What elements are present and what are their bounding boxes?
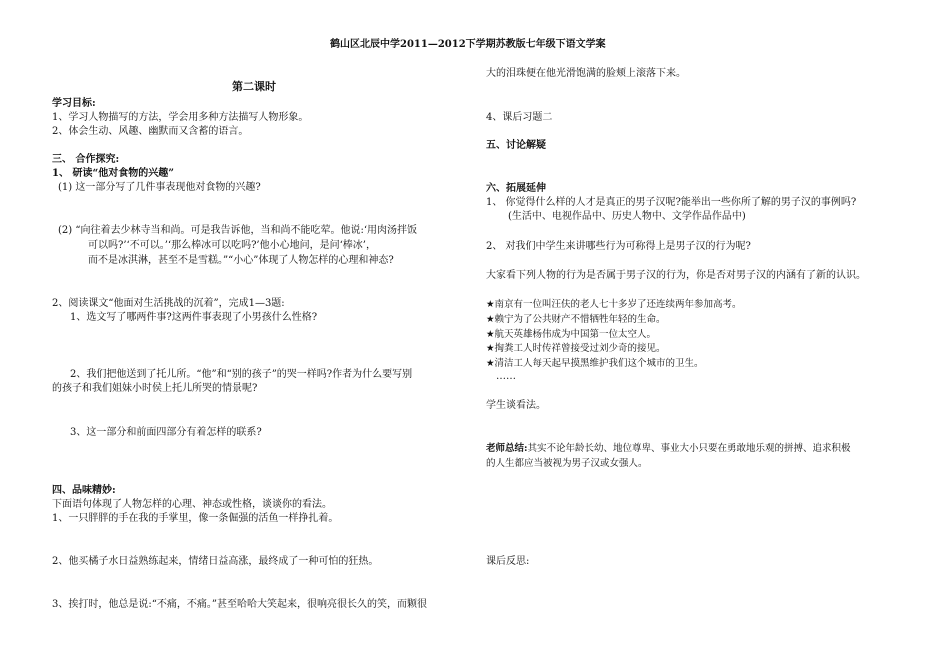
section-4-intro: 下面语句体现了人物怎样的心理、神态或性格，谈谈你的看法。 xyxy=(52,499,332,510)
lesson-title: 第二课时 xyxy=(232,80,276,93)
teacher-summary-text: 其实不论年龄长幼、地位尊卑、事业大小只要在勇敢地乐观的拼搏、追求积极 xyxy=(527,443,851,454)
goal-2: 2、体会生动、风趣、幽默而又含蓄的语言。 xyxy=(52,126,249,137)
sentence-4-1: 1、一只胖胖的手在我的手掌里，像一条倔强的活鱼一样挣扎着。 xyxy=(52,513,339,524)
section-4-heading: 四、品味精妙: xyxy=(52,485,116,496)
sentence-4-3: 3、挨打时，他总是说:“不痛，不痛。”甚至哈哈大笑起来，很响亮很长久的笑，而颗很 xyxy=(52,599,427,610)
example-item: ★清洁工人每天起早摸黑维护我们这个城市的卫生。 xyxy=(486,358,704,369)
sentence-4-2: 2、他买橘子水日益熟练起来，情绪日益高涨，最终成了一种可怕的狂热。 xyxy=(52,556,379,567)
question-3-1-2-line-1: (2) “向往着去少林寺当和尚。可是我告诉他，当和尚不能吃荤。他说:‘用肉汤拌饭 xyxy=(58,225,418,236)
section-6-heading: 六、拓展延伸 xyxy=(486,183,546,194)
goals-heading: 学习目标: xyxy=(52,98,96,109)
section-3-1-heading: 1、 研读“他对食物的兴趣” xyxy=(52,168,174,179)
teacher-summary-line-2: 的人生都应当被视为男子汉或女强人。 xyxy=(486,458,648,469)
question-3-2-2-line-1: 2、我们把他送到了托儿所。“他”和“别的孩子”的哭一样吗?作者为什么要写别 xyxy=(70,369,413,380)
question-6-1-line-1: 1、 你觉得什么样的人才是真正的男子汉呢?能举出一些你所了解的男子汉的事例吗? xyxy=(486,197,857,208)
example-item: ★赖宁为了公共财产不惜牺牲年轻的生命。 xyxy=(486,314,666,325)
goal-1: 1、学习人物描写的方法，学会用多种方法描写人物形象。 xyxy=(52,112,309,123)
question-3-2-1: 1、选文写了哪两件事?这两件事表现了小男孩什么性格? xyxy=(70,312,318,323)
question-3-2-2-line-2: 的孩子和我们姐妹小时侯上托儿所哭的情景呢? xyxy=(52,383,258,394)
after-class-reflection: 课后反思: xyxy=(486,556,530,567)
question-6-2: 2、 对我们中学生来讲哪些行为可称得上是男子汉的行为呢? xyxy=(486,241,751,252)
teacher-summary-line-1 xyxy=(486,442,851,456)
section-3-2-heading: 2、阅读课文“他面对生活挑战的沉着”，完成1—3题: xyxy=(52,298,285,309)
teacher-summary-label: 老师总结: xyxy=(486,443,528,454)
question-3-1-2-line-2: 可以吗?’‘不可以。’‘那么棒冰可以吃吗?’他小心地问，是问‘棒冰’， xyxy=(88,240,376,251)
students-discuss: 学生谈看法。 xyxy=(486,400,546,411)
question-3-1-2-line-3: 而不是冰淇淋，甚至不是雪糕。”“小心”体现了人物怎样的心理和神态? xyxy=(88,255,394,266)
examples-intro: 大家看下列人物的行为是否属于男子汉的行为，你是否对男子汉的内涵有了新的认识。 xyxy=(486,270,866,281)
section-3-heading: 三、 合作探究: xyxy=(52,154,120,165)
page-header: 鹤山区北辰中学2011—2012下学期苏教版七年级下语文学案 xyxy=(330,39,606,50)
example-item: ★航天英雄杨伟成为中国第一位太空人。 xyxy=(486,329,657,340)
section-5-heading: 五、讨论解疑 xyxy=(486,140,546,151)
question-6-1-line-2: (生活中、电视作品中、历史人物中、文学作品作品中) xyxy=(508,211,746,222)
question-3-2-3: 3、这一部分和前面四部分有着怎样的联系? xyxy=(70,427,262,438)
sentence-4-3-continued: 大的泪珠便在他光滑饱满的脸颊上滚落下来。 xyxy=(486,68,686,79)
question-3-1-1: (1) 这一部分写了几件事表现他对食物的兴趣? xyxy=(58,182,261,193)
example-item: ★掏粪工人时传祥曾接受过刘少奇的接见。 xyxy=(486,343,666,354)
examples-ellipsis: …… xyxy=(496,371,516,382)
question-3-4: 4、课后习题二 xyxy=(486,112,553,123)
example-item: ★南京有一位叫汪伕的老人七十多岁了还连续两年参加高考。 xyxy=(486,299,742,310)
